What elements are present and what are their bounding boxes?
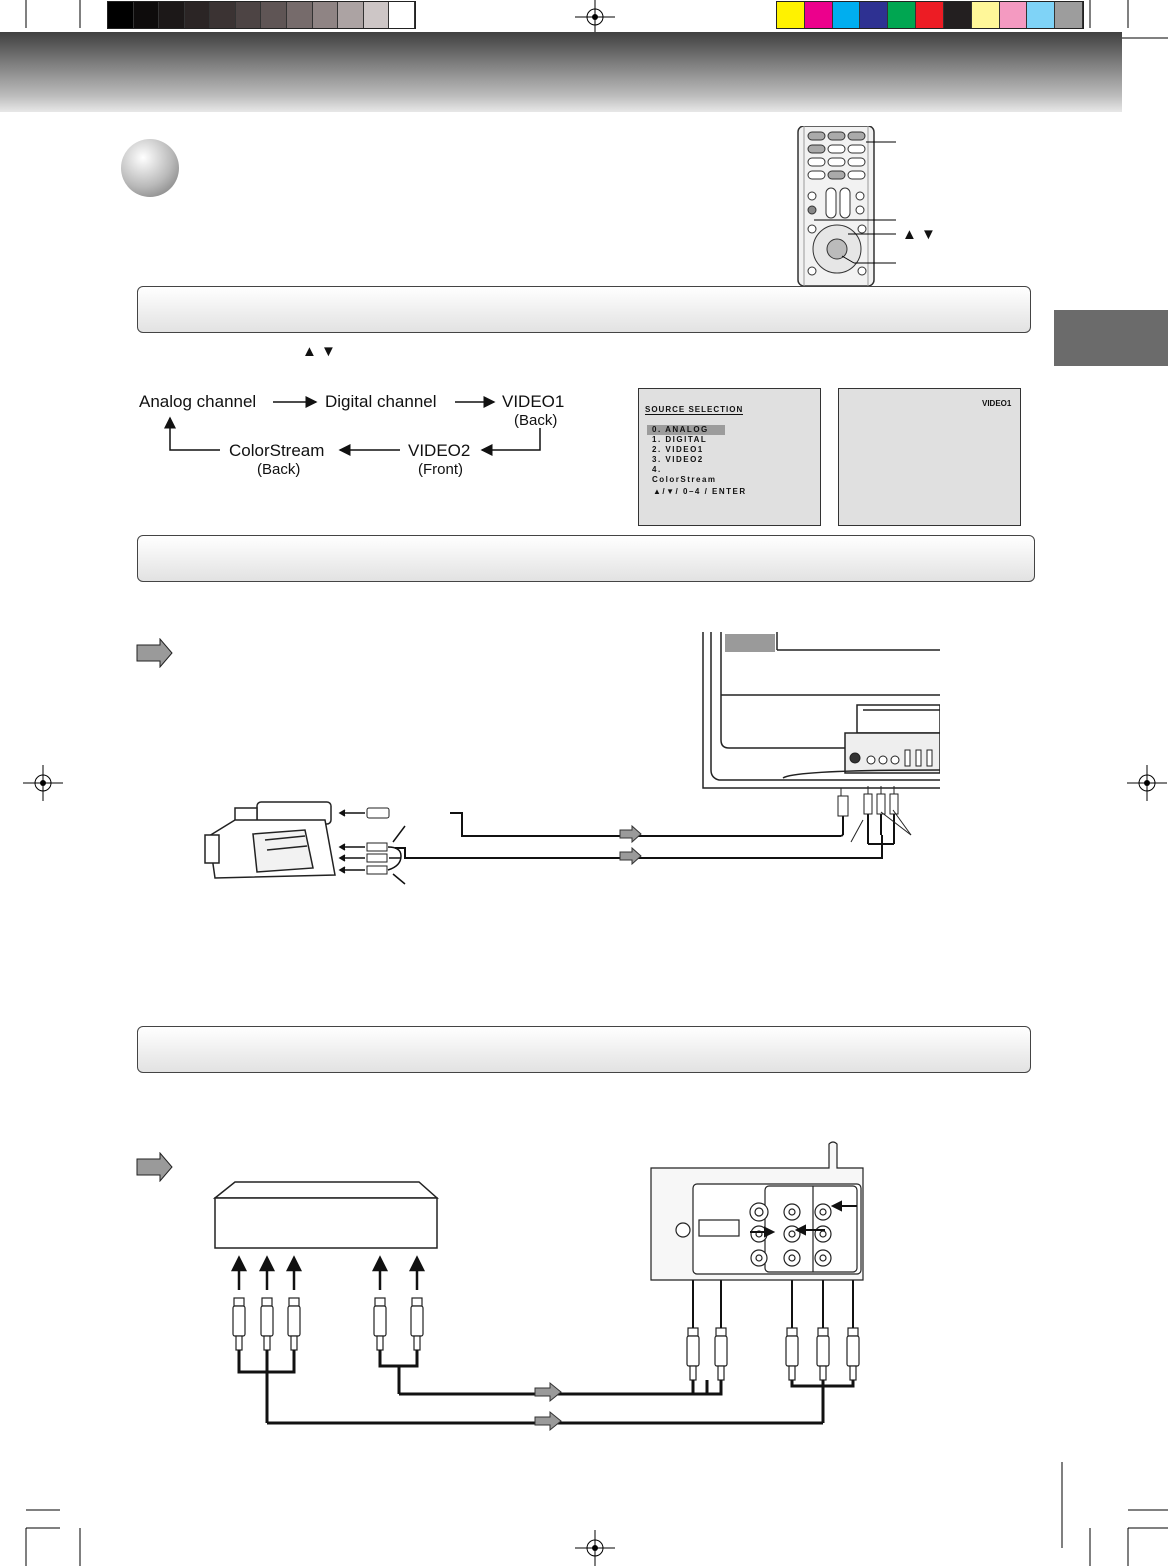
osd-source-item: 1. DIGITAL [652, 435, 708, 444]
osd-video1-screen [838, 388, 1021, 526]
section-header-box-1 [137, 286, 1031, 333]
step-arrow-icon [136, 638, 174, 668]
remote-control-illustration [790, 126, 960, 286]
flow-analog-channel: Analog channel [139, 392, 257, 411]
osd-video1-label: VIDEO1 [982, 399, 1012, 408]
osd-source-selection [638, 388, 821, 526]
section-header-box-2 [137, 535, 1035, 582]
flow-colorstream-sub: (Back) [257, 461, 301, 478]
flow-arrows [130, 380, 570, 480]
flow-video1-sub: (Back) [514, 412, 558, 429]
step-arrow-icon [136, 1152, 174, 1182]
colorstream-connection-diagram [205, 1140, 870, 1440]
instruction-updown-arrows: ▲ ▼ [302, 343, 336, 360]
section-bullet-icon [121, 139, 179, 197]
osd-source-item: 4. ColorStream [652, 465, 717, 484]
osd-source-item: 3. VIDEO2 [652, 455, 704, 464]
flow-digital-channel: Digital channel [325, 392, 437, 411]
chapter-tab [1054, 310, 1168, 366]
flow-colorstream: ColorStream [229, 441, 325, 460]
flow-video1: VIDEO1 [502, 392, 565, 411]
section-header-box-3 [137, 1026, 1031, 1073]
osd-hint: ▲/▼/ 0–4 / ENTER [653, 487, 747, 496]
remote-updown-arrows: ▲ ▼ [902, 226, 936, 243]
flow-video2-sub: (Front) [418, 461, 463, 478]
header-banner [0, 32, 1122, 112]
osd-source-list [647, 425, 725, 485]
camcorder-connection-diagram [195, 630, 940, 890]
osd-title: SOURCE SELECTION [645, 405, 744, 414]
flow-video2: VIDEO2 [408, 441, 471, 460]
osd-source-item: 2. VIDEO1 [652, 445, 704, 454]
osd-source-item: 0. ANALOG [647, 425, 725, 435]
